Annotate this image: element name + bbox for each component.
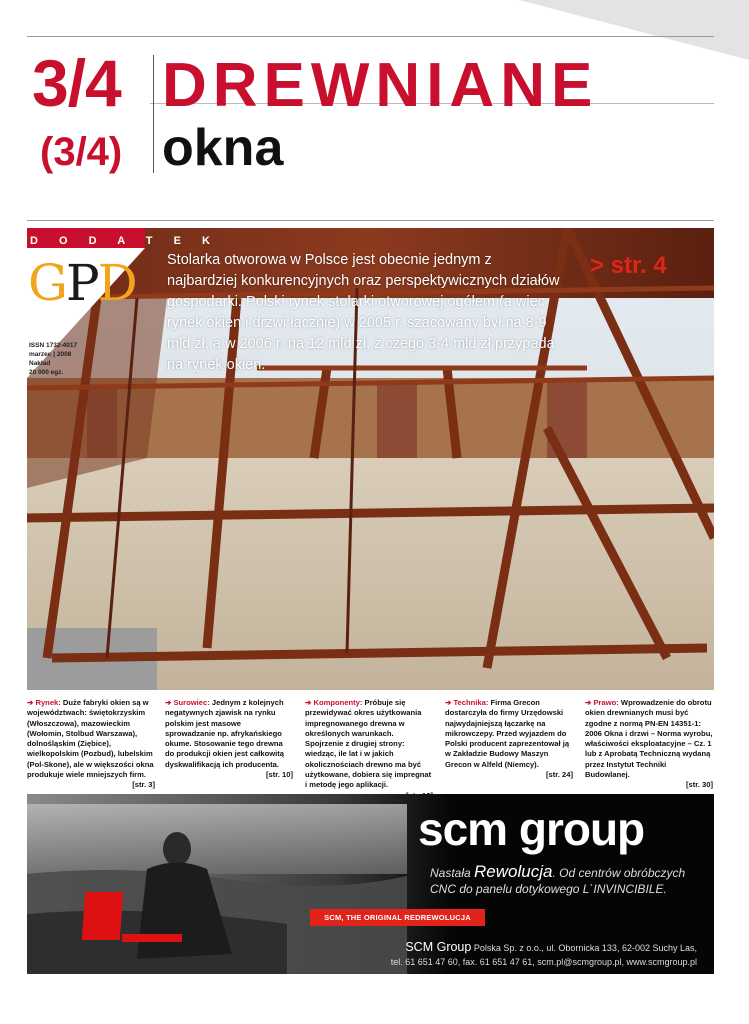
teaser-label: ➔ Surowiec:	[165, 698, 210, 707]
logo-letter-g: G	[28, 254, 66, 312]
fraction-main: 3/4	[32, 46, 121, 120]
issn: ISSN 1732-4017	[29, 342, 78, 349]
gpd-logo	[28, 254, 136, 312]
teaser-page-ref[interactable]: [str. 30]	[685, 780, 713, 790]
ad-slogan	[430, 864, 695, 897]
teaser-text: Próbuje się przewidywać okres użytkowania impregnowanego drewna w określonych warunkach. Spojrzenie z drugiej strony: wiedząc, ile lat i w jakich okolicznościach drewno ma być użytkowane, dobiera się impregnat i metodę jego aplikacji.	[305, 698, 432, 790]
header-bottom-rule	[27, 220, 714, 221]
teaser-text: Jednym z kolejnych negatywnych zjawisk na rynku polskim jest masowe sprowadzanie np. afrykańskiego okume. Stosowanie tego drewna do produkcji okien jest całkowitą dyskwalifikacją ich producenta.	[165, 698, 284, 769]
ad-address: Polska Sp. z o.o., ul. Obornicka 133, 62-002 Suchy Las,	[473, 943, 697, 953]
issue-date: marzec | 2008	[29, 351, 72, 358]
scm-group-logo: scm group	[418, 803, 645, 855]
issue-info	[29, 341, 77, 377]
teaser-label: ➔ Prawo:	[585, 698, 619, 707]
teaser-label: ➔ Technika:	[445, 698, 489, 707]
page-title: DREWNIANE	[162, 51, 599, 120]
ad-tagline-bar: SCM, THE ORIGINAL REDREWOLUCJA	[310, 909, 485, 926]
intro-page-link[interactable]: > str. 4	[590, 252, 667, 279]
circulation-value: 20 000 egz.	[29, 369, 64, 376]
fraction-sub: (3/4)	[40, 130, 123, 174]
logo-letter-p: P	[65, 254, 98, 312]
slogan-prefix: Nastała	[430, 866, 471, 880]
ad-contact	[372, 940, 697, 969]
teaser-rynek	[27, 698, 155, 791]
slogan-rest: . Od centrów obróbczych CNC do panelu dotykowego L`INVINCIBILE.	[430, 866, 686, 896]
slogan-highlight: Rewolucja	[474, 862, 553, 881]
teaser-page-ref[interactable]: [str. 10]	[265, 770, 293, 780]
teaser-page-ref[interactable]: [str. 24]	[545, 770, 573, 780]
top-rule	[27, 36, 714, 37]
intro-paragraph: Stolarka otworowa w Polsce jest obecnie jednym z najbardziej konkurencyjnych oraz perspektywicznych działów gospodarki. Polski rynek stolarki otworowej ogółem (a więc rynek okien i drzwi łącznie) w 2005 r. szacowany był na 8-9 mld zł, a w 2006 r. na 12 mld zł, z czego 3-4 mld zł przypada na rynek okien.	[167, 252, 560, 373]
teaser-text: Wprowadzenie do obrotu okien drewnianych musi być zgodne z normą PN-EN 14351-1: 2006 Okna i drzwi – Norma wyrobu, właściwości eksploatacyjne – Cz. 1 lub z Aprobatą Techniczną wydaną przez Instytut Techniki Budowlanej.	[585, 698, 713, 780]
circulation-label: Nakład	[29, 360, 51, 367]
teaser-text: Duże fabryki okien są w województwach: świętokrzyskim (Włoszczowa), mazowieckim (Wołomin, Stolbud Warszawa), dolnośląskim (Ziębice), wielkopolskim (Pozbud), lubelskim (Pol-Skone), ale w większości okna produkuje wiele mniejszych firm.	[27, 698, 154, 780]
teaser-prawo	[585, 698, 713, 791]
ad-company: SCM Group	[405, 940, 472, 954]
teaser-label: ➔ Komponenty:	[305, 698, 363, 707]
teaser-text: Firma Grecon dostarczyła do firmy Urzędowski najwydajniejszą łączarkę na mikrowczepy. Przed wyjazdem do Polski producent zaprezentował ją w Zakładzie Budowy Maszyn Grecon w Alfeld (Niemcy).	[445, 698, 570, 769]
teaser-page-ref[interactable]: [str. 3]	[132, 780, 155, 790]
teaser-label: ➔ Rynek:	[27, 698, 61, 707]
teaser-surowiec	[165, 698, 293, 780]
teaser-komponenty	[305, 698, 433, 801]
title-divider	[153, 55, 154, 173]
teaser-technika	[445, 698, 573, 780]
logo-letter-d: D	[97, 254, 136, 312]
teaser-columns	[27, 698, 714, 790]
supplement-label: D O D A T E K	[30, 235, 219, 247]
page-subtitle: okna	[162, 119, 284, 177]
ad-contact-line[interactable]: tel. 61 651 47 60, fax. 61 651 47 61, scm.pl@scmgroup.pl, www.scmgroup.pl	[390, 957, 697, 967]
